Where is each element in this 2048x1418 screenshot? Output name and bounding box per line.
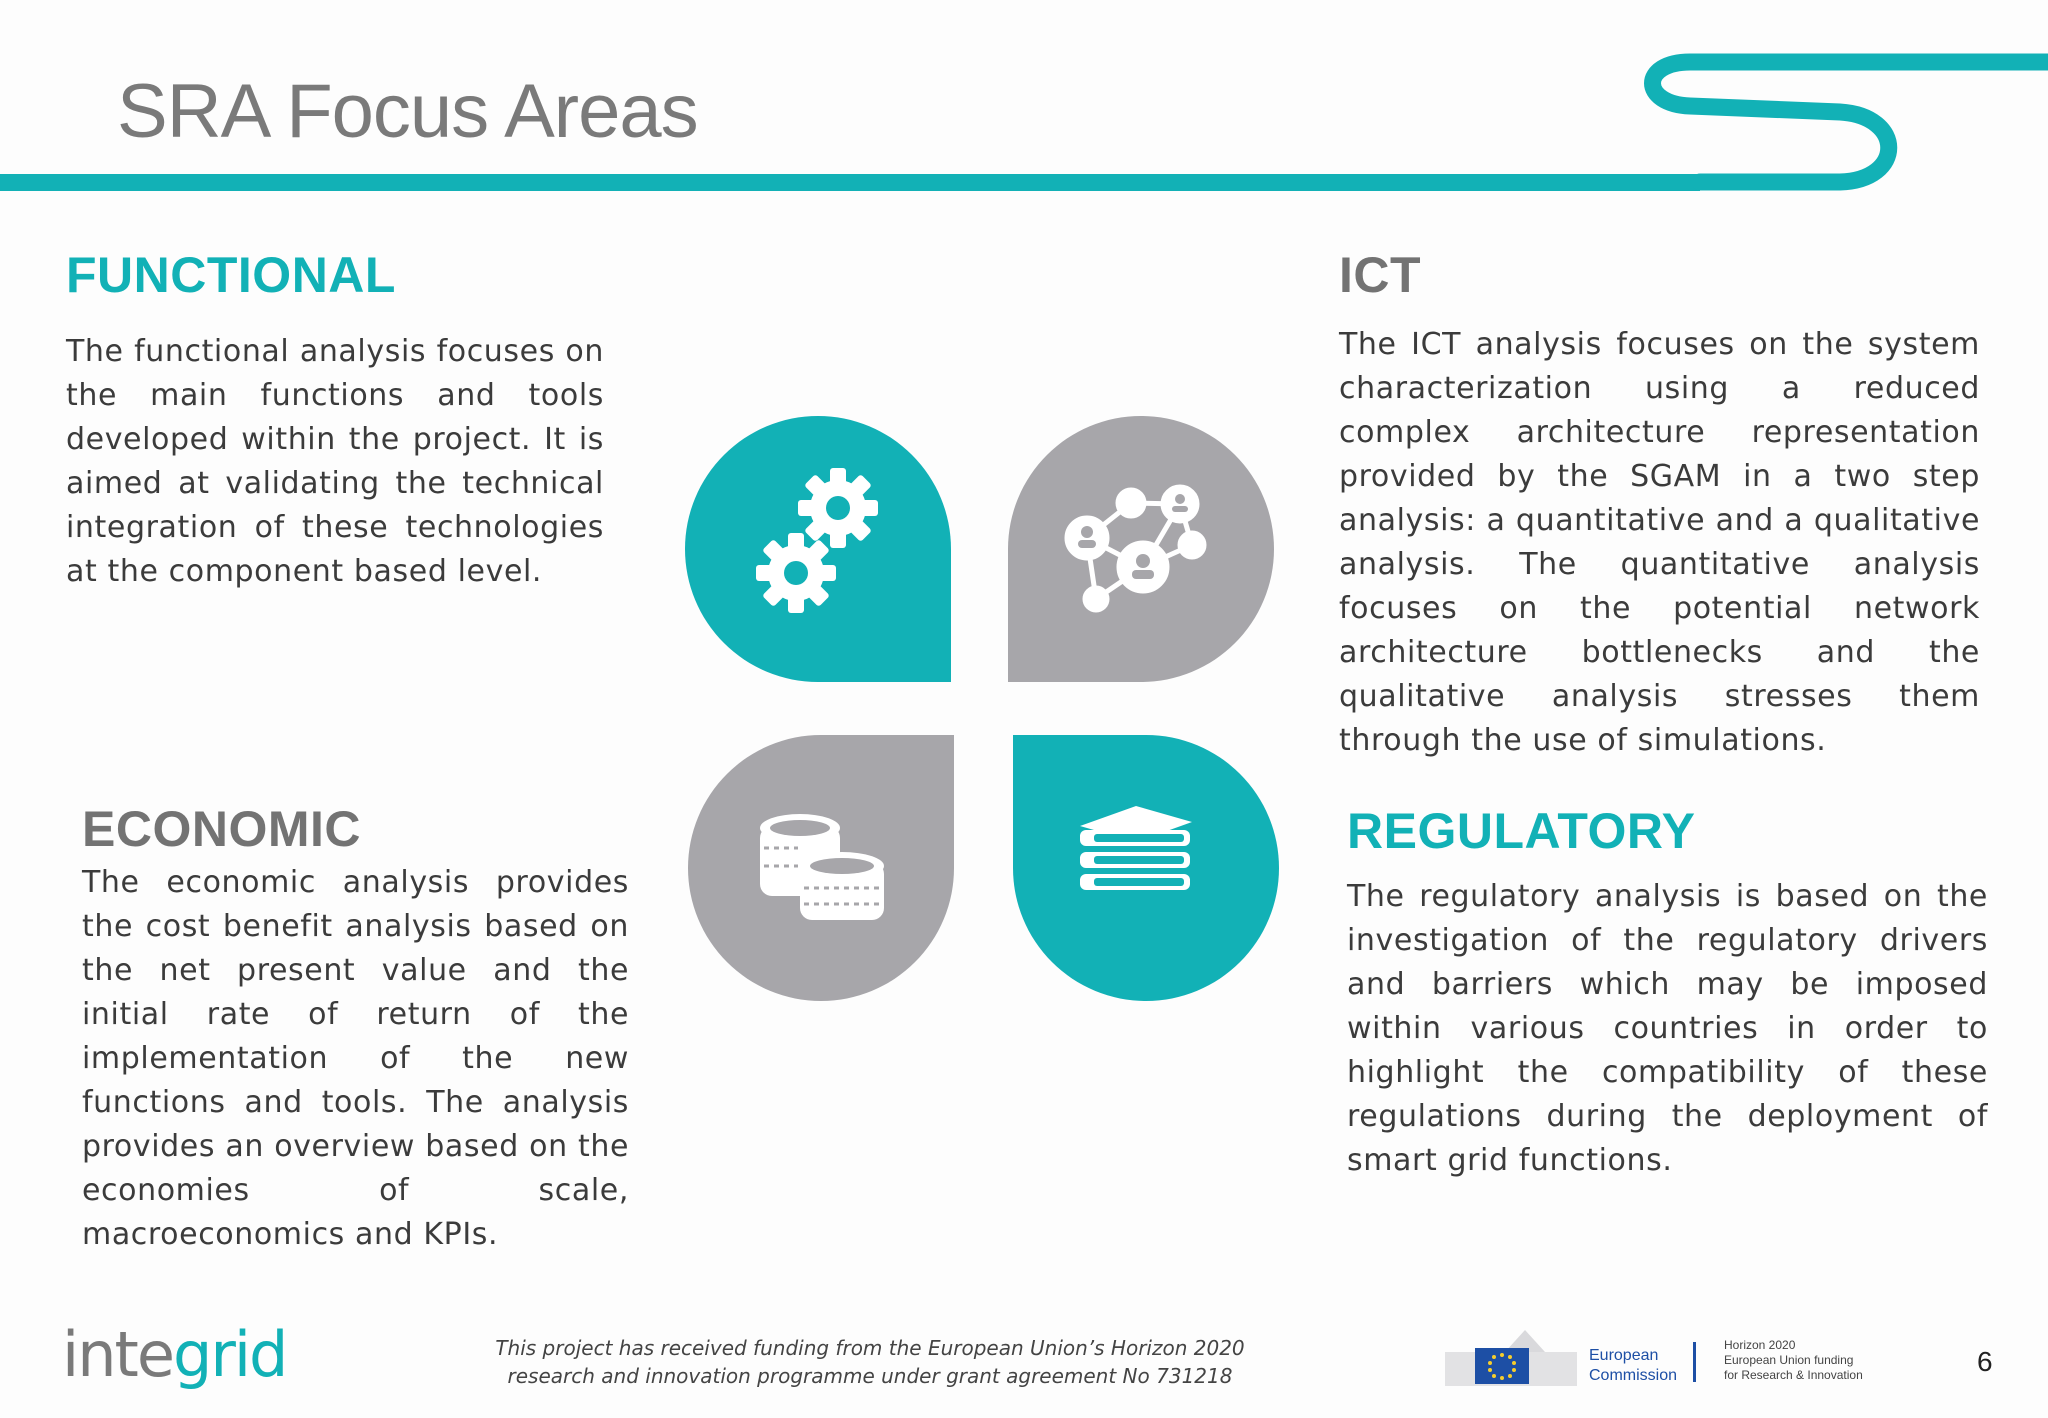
horizon-text-line-1: Horizon 2020 — [1724, 1338, 1796, 1352]
ec-text-line-1: European — [1589, 1347, 1659, 1364]
ict-petal — [1008, 416, 1274, 682]
funding-note-line-1: This project has received funding from the European Union’s Horizon 2020 — [495, 1336, 1245, 1360]
ict-heading: ICT — [1339, 247, 1422, 303]
funding-note-line-2: research and innovation programme under grant agreement No 731218 — [507, 1364, 1233, 1388]
regulatory-heading: REGULATORY — [1347, 803, 1696, 859]
funding-note — [480, 1334, 1260, 1390]
ec-text-line-2: Commission — [1589, 1367, 1678, 1384]
horizon-text-line-2: European Union funding — [1724, 1353, 1854, 1367]
functional-heading: FUNCTIONAL — [66, 247, 396, 303]
focus-areas-diagram — [680, 410, 1290, 1010]
page-number: 6 — [1977, 1346, 1993, 1377]
page-title: SRA Focus Areas — [117, 69, 698, 154]
ec-text — [1589, 1346, 1677, 1386]
economic-petal — [688, 735, 954, 1001]
regulatory-petal — [1013, 735, 1279, 1001]
ict-body: The ICT analysis focuses on the system characterization using a reduced complex architecture representation provided by the SGAM in a two step analysis: a quantitative and a qualitative analysis. The quantitative analysis focuses on the potential network architecture bottlenecks and the qualitative analysis stresses them through the use of simulations. — [1339, 327, 1980, 758]
svg-text:integrid: integrid — [62, 1318, 287, 1391]
functional-body: The functional analysis focuses on the main functions and tools developed within the project. It is aimed at validating the technical integration of these technologies at the component based level. — [66, 334, 604, 589]
economic-heading: ECONOMIC — [82, 801, 361, 857]
horizon-text — [1724, 1338, 1863, 1383]
integrid-logo — [58, 1318, 298, 1398]
horizon-text-line-3: for Research & Innovation — [1724, 1368, 1863, 1382]
regulatory-body: The regulatory analysis is based on the investigation of the regulatory drivers and barriers which may be imposed within various countries in order to highlight the compatibility of these regulations during the deployment of smart grid functions. — [1347, 879, 1988, 1178]
economic-body: The economic analysis provides the cost benefit analysis based on the net present value and the initial rate of return of the implementation of the new functions and tools. The analysis provides an overview based on the economies of scale, macroeconomics and KPIs. — [82, 865, 629, 1252]
functional-petal — [685, 416, 951, 682]
ec-horizon-logo — [1445, 1326, 1885, 1392]
